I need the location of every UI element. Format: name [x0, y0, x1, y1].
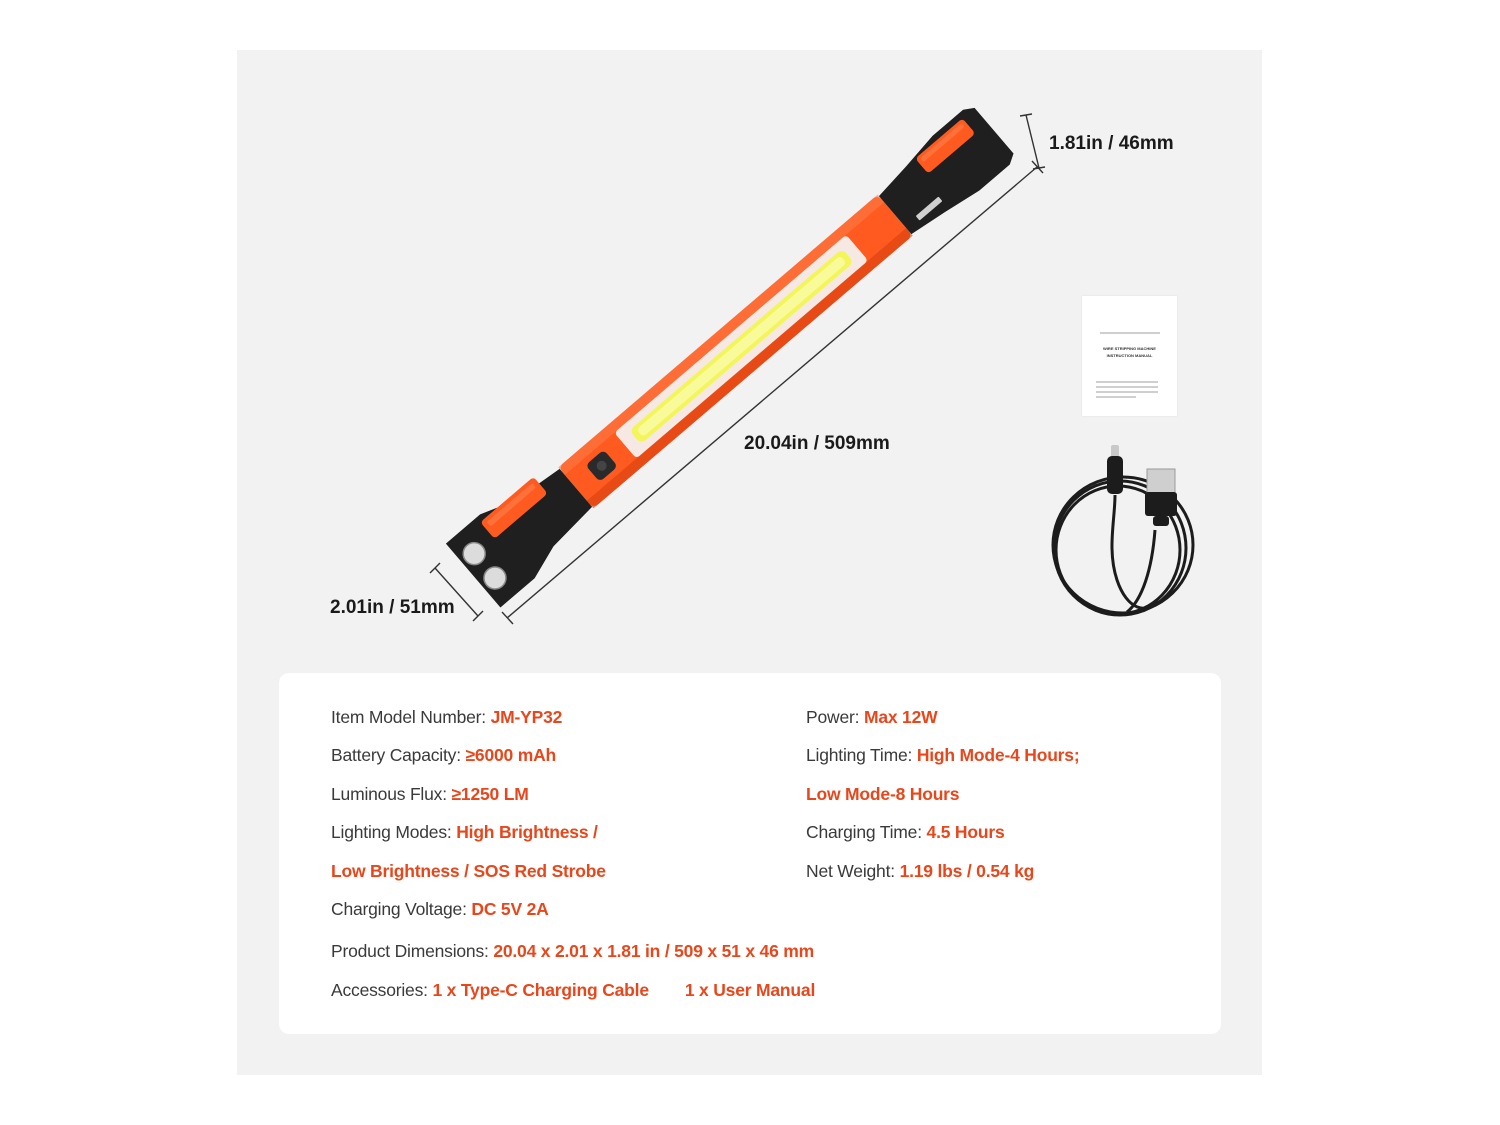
spec-charging-time	[806, 822, 1004, 843]
spec-lighting-time-value-2: Low Mode-8 Hours	[806, 784, 960, 804]
spec-accessories-value-1: 1 x Type-C Charging Cable	[432, 980, 649, 1000]
spec-lighting-time-value-1: High Mode-4 Hours;	[916, 745, 1080, 765]
spec-dimensions-value: 20.04 x 2.01 x 1.81 in / 509 x 51 x 46 mm	[493, 941, 814, 961]
spec-modes-value-1: High Brightness /	[456, 822, 598, 842]
spec-dimensions-label: Product Dimensions:	[331, 941, 494, 961]
spec-lighting-time	[806, 745, 1079, 766]
work-light-icon	[446, 99, 1021, 608]
spec-weight-label: Net Weight:	[806, 861, 900, 881]
spec-charging-time-label: Charging Time:	[806, 822, 927, 842]
spec-dimensions	[331, 941, 814, 962]
spec-modes	[331, 822, 598, 843]
spec-weight-value: 1.19 lbs / 0.54 kg	[899, 861, 1035, 881]
spec-accessories-label: Accessories:	[331, 980, 433, 1000]
spec-voltage-value: DC 5V 2A	[471, 899, 549, 919]
spec-accessories-value-2: 1 x User Manual	[684, 980, 816, 1000]
spec-power-label: Power:	[806, 707, 864, 727]
spec-modes-continued	[331, 861, 606, 882]
spec-battery	[331, 745, 556, 766]
spec-power-value: Max 12W	[863, 707, 938, 727]
manual-title-line1: WIRE STRIPPING MACHINE	[1103, 346, 1156, 351]
user-manual-icon	[1082, 296, 1177, 416]
length-label: 20.04in / 509mm	[744, 433, 890, 454]
spec-modes-label: Lighting Modes:	[331, 822, 457, 842]
spec-flux-value: ≥1250 LM	[451, 784, 529, 804]
spec-battery-label: Battery Capacity:	[331, 745, 466, 765]
end-diameter-label: 1.81in / 46mm	[1049, 133, 1174, 154]
spec-lighting-time-continued	[806, 784, 959, 805]
spec-accessories	[331, 980, 815, 1001]
spec-model-value: JM-YP32	[490, 707, 563, 727]
head-diameter-label: 2.01in / 51mm	[330, 597, 455, 618]
spec-weight	[806, 861, 1034, 882]
spec-model	[331, 707, 562, 728]
spec-battery-value: ≥6000 mAh	[465, 745, 557, 765]
type-c-plug-icon	[1107, 445, 1123, 494]
product-panel	[237, 50, 1262, 1075]
spec-flux-label: Luminous Flux:	[331, 784, 452, 804]
spec-flux	[331, 784, 529, 805]
spec-voltage	[331, 899, 549, 920]
spec-power	[806, 707, 937, 728]
manual-title-line2: INSTRUCTION MANUAL	[1106, 353, 1153, 358]
spec-lighting-time-label: Lighting Time:	[806, 745, 917, 765]
spec-modes-value-2: Low Brightness / SOS Red Strobe	[331, 861, 606, 881]
spec-charging-time-value: 4.5 Hours	[926, 822, 1005, 842]
spec-model-label: Item Model Number:	[331, 707, 491, 727]
spec-voltage-label: Charging Voltage:	[331, 899, 472, 919]
specifications-card	[279, 673, 1221, 1034]
